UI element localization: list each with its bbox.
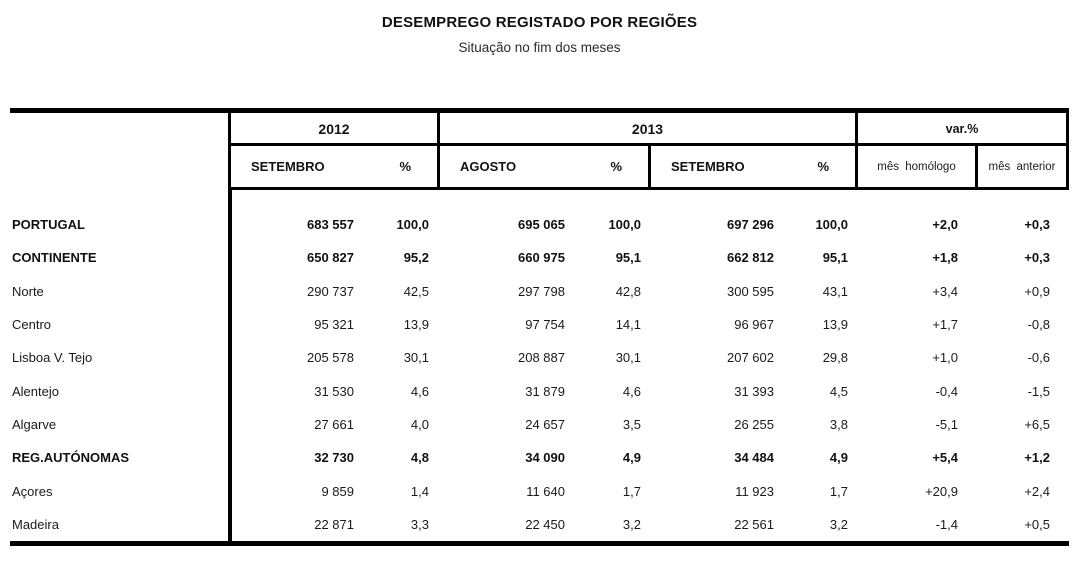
value-cell: 205 578 <box>307 350 354 366</box>
header-year-2012: 2012 <box>228 113 437 146</box>
table-row <box>10 374 1069 407</box>
value-cell: +6,5 <box>1024 416 1050 432</box>
table-bottom-rule <box>10 541 1069 546</box>
region-name: Açores <box>12 483 53 499</box>
value-cell: 95,2 <box>403 250 429 266</box>
table-row <box>10 341 1069 374</box>
region-name: CONTINENTE <box>12 250 97 266</box>
value-cell: 697 296 <box>727 217 774 233</box>
value-cell: +5,4 <box>932 450 958 466</box>
value-cell: 34 090 <box>525 450 565 466</box>
header-mes-anterior: mês anterior <box>975 146 1069 190</box>
value-cell: 207 602 <box>727 350 774 366</box>
value-cell: 31 393 <box>734 383 774 399</box>
value-cell: 1,4 <box>410 483 429 499</box>
value-cell: 290 737 <box>307 283 354 299</box>
value-cell: 13,9 <box>403 317 429 333</box>
header-var-pct: var.% <box>855 113 1069 146</box>
column-label: AGOSTO <box>460 159 517 174</box>
value-cell: 660 975 <box>518 250 565 266</box>
value-cell: 297 798 <box>518 283 565 299</box>
value-cell: 29,8 <box>822 350 848 366</box>
value-cell: 14,1 <box>615 317 641 333</box>
value-cell: 95,1 <box>615 250 641 266</box>
value-cell: 95,1 <box>822 250 848 266</box>
value-cell: 3,3 <box>410 516 429 532</box>
value-cell: 1,7 <box>829 483 848 499</box>
value-cell: 11 640 <box>526 483 565 499</box>
value-cell: 650 827 <box>307 250 354 266</box>
value-cell: 4,0 <box>410 416 429 432</box>
region-name: Algarve <box>12 416 57 432</box>
header-mes-homologo: mês homólogo <box>855 146 975 190</box>
table-row <box>10 308 1069 341</box>
region-name: Lisboa V. Tejo <box>12 350 93 366</box>
value-cell: 30,1 <box>615 350 641 366</box>
region-name: REG.AUTÓNOMAS <box>12 450 129 466</box>
value-cell: +0,3 <box>1024 250 1050 266</box>
value-cell: 4,5 <box>829 383 848 399</box>
value-cell: 3,5 <box>622 416 641 432</box>
value-cell: -0,4 <box>935 383 958 399</box>
header-spacer <box>10 113 228 146</box>
value-cell: 30,1 <box>403 350 429 366</box>
table-row <box>10 275 1069 308</box>
value-cell: 4,8 <box>410 450 429 466</box>
unemployment-table <box>10 108 1069 546</box>
value-cell: 24 657 <box>525 416 565 432</box>
value-cell: 95 321 <box>314 317 354 333</box>
value-cell: 97 754 <box>525 317 565 333</box>
value-cell: 100,0 <box>608 217 641 233</box>
region-name: Alentejo <box>12 383 59 399</box>
page-title: DESEMPREGO REGISTADO POR REGIÕES <box>381 14 698 31</box>
value-cell: 695 065 <box>518 217 565 233</box>
value-cell: -1,4 <box>935 516 958 532</box>
value-cell: 31 530 <box>314 383 354 399</box>
value-cell: +1,7 <box>932 317 958 333</box>
value-cell: 300 595 <box>727 283 774 299</box>
value-cell: +1,0 <box>932 350 958 366</box>
value-cell: +1,2 <box>1024 450 1050 466</box>
value-cell: +2,0 <box>932 217 958 233</box>
header-year-2013: 2013 <box>437 113 855 146</box>
value-cell: 42,5 <box>403 283 429 299</box>
value-cell: 26 255 <box>734 416 774 432</box>
table-row <box>10 441 1069 474</box>
value-cell: 3,2 <box>622 516 641 532</box>
value-cell: 9 859 <box>321 483 354 499</box>
page-subtitle: Situação no fim dos meses <box>458 40 621 55</box>
value-cell: +20,9 <box>925 483 958 499</box>
column-label-pct: % <box>399 159 411 174</box>
value-cell: 42,8 <box>615 283 641 299</box>
value-cell: +2,4 <box>1024 483 1050 499</box>
value-cell: 3,8 <box>829 416 848 432</box>
header-setembro-2012 <box>228 146 437 190</box>
value-cell: -0,6 <box>1027 350 1050 366</box>
region-name: PORTUGAL <box>12 217 85 233</box>
table-row <box>10 474 1069 507</box>
table-row <box>10 408 1069 441</box>
header-agosto-2013 <box>437 146 648 190</box>
value-cell: 22 871 <box>314 516 354 532</box>
table-row <box>10 241 1069 274</box>
column-label-pct: % <box>610 159 622 174</box>
value-cell: 4,9 <box>829 450 848 466</box>
value-cell: +0,5 <box>1024 516 1050 532</box>
title-block <box>0 14 1079 55</box>
value-cell: 22 561 <box>734 516 774 532</box>
value-cell: 43,1 <box>822 283 848 299</box>
value-cell: 1,7 <box>622 483 641 499</box>
table-row <box>10 508 1069 541</box>
table-body <box>10 190 1069 541</box>
value-cell: 34 484 <box>734 450 774 466</box>
value-cell: 4,6 <box>410 383 429 399</box>
value-cell: -5,1 <box>935 416 958 432</box>
value-cell: -1,5 <box>1027 383 1050 399</box>
column-label: SETEMBRO <box>671 159 745 174</box>
value-cell: 3,2 <box>829 516 848 532</box>
value-cell: 96 967 <box>734 317 774 333</box>
table-row <box>10 208 1069 241</box>
column-label-pct: % <box>817 159 829 174</box>
value-cell: +3,4 <box>932 283 958 299</box>
value-cell: -0,8 <box>1027 317 1050 333</box>
value-cell: 11 923 <box>735 483 774 499</box>
value-cell: 13,9 <box>822 317 848 333</box>
value-cell: 100,0 <box>396 217 429 233</box>
value-cell: 32 730 <box>314 450 354 466</box>
value-cell: +1,8 <box>932 250 958 266</box>
value-cell: 208 887 <box>518 350 565 366</box>
value-cell: 31 879 <box>525 383 565 399</box>
header-setembro-2013 <box>648 146 855 190</box>
column-label: SETEMBRO <box>251 159 325 174</box>
value-cell: +0,3 <box>1024 217 1050 233</box>
region-name: Madeira <box>12 516 59 532</box>
value-cell: 662 812 <box>727 250 774 266</box>
value-cell: +0,9 <box>1024 283 1050 299</box>
region-name: Norte <box>12 283 44 299</box>
value-cell: 22 450 <box>525 516 565 532</box>
region-name: Centro <box>12 317 52 333</box>
value-cell: 4,6 <box>622 383 641 399</box>
table-vertical-rule <box>228 190 232 541</box>
header-sub-row <box>10 146 1069 190</box>
value-cell: 4,9 <box>622 450 641 466</box>
value-cell: 27 661 <box>314 416 354 432</box>
value-cell: 100,0 <box>815 217 848 233</box>
header-group-row <box>10 113 1069 146</box>
header-spacer <box>10 146 228 190</box>
value-cell: 683 557 <box>307 217 354 233</box>
